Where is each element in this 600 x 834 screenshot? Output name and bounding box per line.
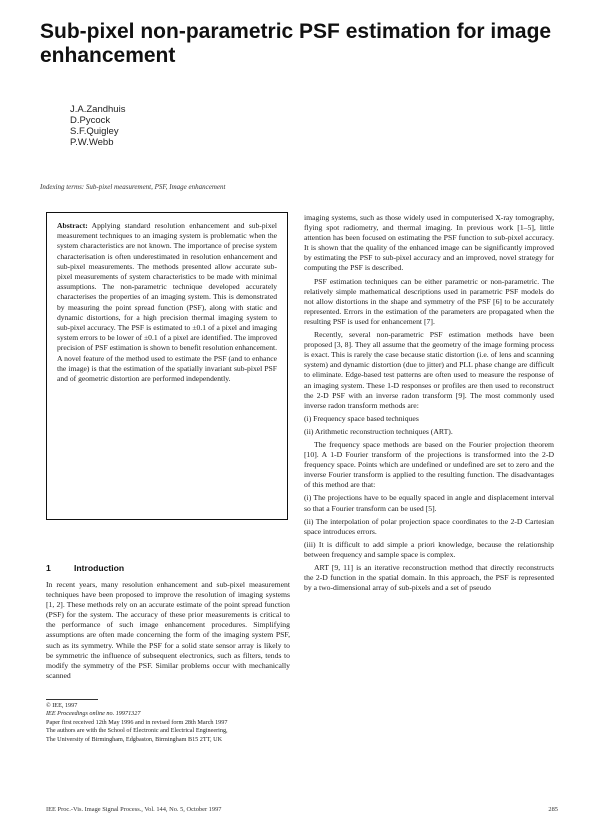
footnote-line: © IEE, 1997 [46, 702, 78, 709]
section-number: 1 [46, 563, 51, 573]
page-number: 285 [548, 806, 558, 813]
list-item: (i) The projections have to be equally spaced in angle and displacement interval so that a Fourier transform can be used [5]. [304, 493, 554, 513]
footnote-line: Paper first received 12th May 1996 and in revised form 28th March 1997 [46, 718, 228, 726]
body-paragraph: imaging systems, such as those widely used in computerised X-ray tomography, flying spot radiometry, and thermal imaging. In previous work [1–5], little attention has been focused on estimating the PSF function to sub-pixel accuracy. It is shown that the quality of the enhanced image can be significantly improved by estimating the PSF to sub-pixel accuracy and an improved, novel strategy for computing the PSF is described. [304, 213, 554, 273]
indexing-terms: Indexing terms: Sub-pixel measurement, PSF, Image enhancement [40, 183, 226, 191]
footnote-divider [46, 699, 98, 700]
body-paragraph: The frequency space methods are based on the Fourier projection theorem [10]. A 1-D Fourier transform of the projections is transformed into the 2-D frequency space. Points which are undefined or undefined are set to zero and the inverse Fourier transform is applied to the resulting function. The disadvantages of this method are that: [304, 439, 554, 490]
list-item: (i) Frequency space based techniques [304, 413, 419, 423]
paper-title: Sub-pixel non-parametric PSF estimation for image enhancement [40, 20, 552, 67]
abstract-text: Applying standard resolution enhancement and sub-pixel measurement techniques to an imaging system is problematic when the system characteristics are not known. The importance of precise system characterisation is often underestimated in resolution enhancement and sub-pixel measurements. The methods presented allow accurate sub-pixel measurements of system characteristics to be made with minimal assumptions. The non-parametric technique developed accurately characterises the properties of an imaging system. This is demonstrated by measuring the point spread function (PSF), along with static and dynamic distortions, for a high precision thermal imaging system to sub-pixel accuracy. The PSF is estimated to ±0.1 of a pixel and imaging system errors to be lower of ±0.1 of a pixel are identified. The improved precision of PSF estimation is shown to benefit resolution enhancement. A novel feature of the method used to estimate the PSF (and to enhance the image) is that the estimation of the spatially invariant sub-pixel PSF and of geometric distortion are performed independently. [57, 221, 277, 384]
body-paragraph: In recent years, many resolution enhancement and sub-pixel measurement techniques have been proposed to improve the resolution of imaging systems [1, 2]. These methods rely on an accurate estimate of the point spread function (PSF) for the system. The accuracy of these prior measurements is critical to the performance of such image enhancement procedures. Simplifying assumptions are often made concerning the form of the imaging system PSF, such as its symmetry. While the PSF for a solid state sensor array is likely to be symmetric the influence of subsequent electronics, such as filters, tends to modify the symmetry of the PSF. Similar problems occur with mechanically scanned [46, 580, 290, 680]
section-title-text: Introduction [74, 563, 125, 573]
footnote-line: IEE Proceedings online no. 19971327 [46, 710, 141, 718]
introduction-body [46, 580, 290, 681]
author-name: D.Pycock [70, 115, 111, 126]
abstract-box [46, 212, 288, 520]
author-name: P.W.Webb [70, 137, 114, 148]
list-item: (ii) The interpolation of polar projection space coordinates to the 2-D Cartesian space introduces errors. [304, 516, 554, 536]
list-item: (ii) Arithmetic reconstruction techniques (ART). [304, 426, 453, 436]
right-column [304, 213, 554, 596]
author-name: J.A.Zandhuis [70, 104, 126, 115]
body-paragraph: ART [9, 11] is an iterative reconstruction method that directly reconstructs the 2-D function in the spatial domain. In this approach, the PSF is represented by a two-dimensional array of sub-pixels and a set of pseudo [304, 563, 554, 593]
abstract-paragraph [57, 221, 277, 384]
list-item: (iii) It is difficult to add simple a priori knowledge, because the relationship between frequency and sample space is complex. [304, 539, 554, 559]
footnote-line: The authors are with the School of Electronic and Electrical Engineering, [46, 727, 228, 735]
section-heading [46, 563, 124, 573]
body-paragraph: Recently, several non-parametric PSF estimation methods have been proposed [3, 8]. They all assume that the geometry of the image forming process is exact. This is rarely the case because static distortion (i.e. of lens and scanning system) and dynamic distortion (due to jitter) and PLL phase change are difficult to eliminate. Edge-based test patterns are often used to measure the response of an imaging system. These 1-D responses or profiles are then used to reconstruct the 2-D PSF with an inverse radon transform [9]. The most commonly used inverse radon transform methods are: [304, 330, 554, 410]
body-paragraph: PSF estimation techniques can be either parametric or non-parametric. The relatively simple mathematical descriptions used in parametric PSF models do not allow distortions in the shape and symmetry of the PSF [6] to be accurately represented. Errors in the estimation of the parameters are propagated when the resulting PSF is used for enhancement [7]. [304, 276, 554, 326]
journal-citation: IEE Proc.-Vis. Image Signal Process., Vol. 144, No. 5, October 1997 [46, 806, 222, 813]
footnotes [46, 702, 290, 744]
author-name: S.F.Quigley [70, 126, 119, 137]
author-list [70, 104, 125, 148]
abstract-label: Abstract: [57, 221, 88, 230]
footnote-line: The University of Birmingham, Edgbaston, Birmingham B15 2TT, UK [46, 735, 223, 743]
